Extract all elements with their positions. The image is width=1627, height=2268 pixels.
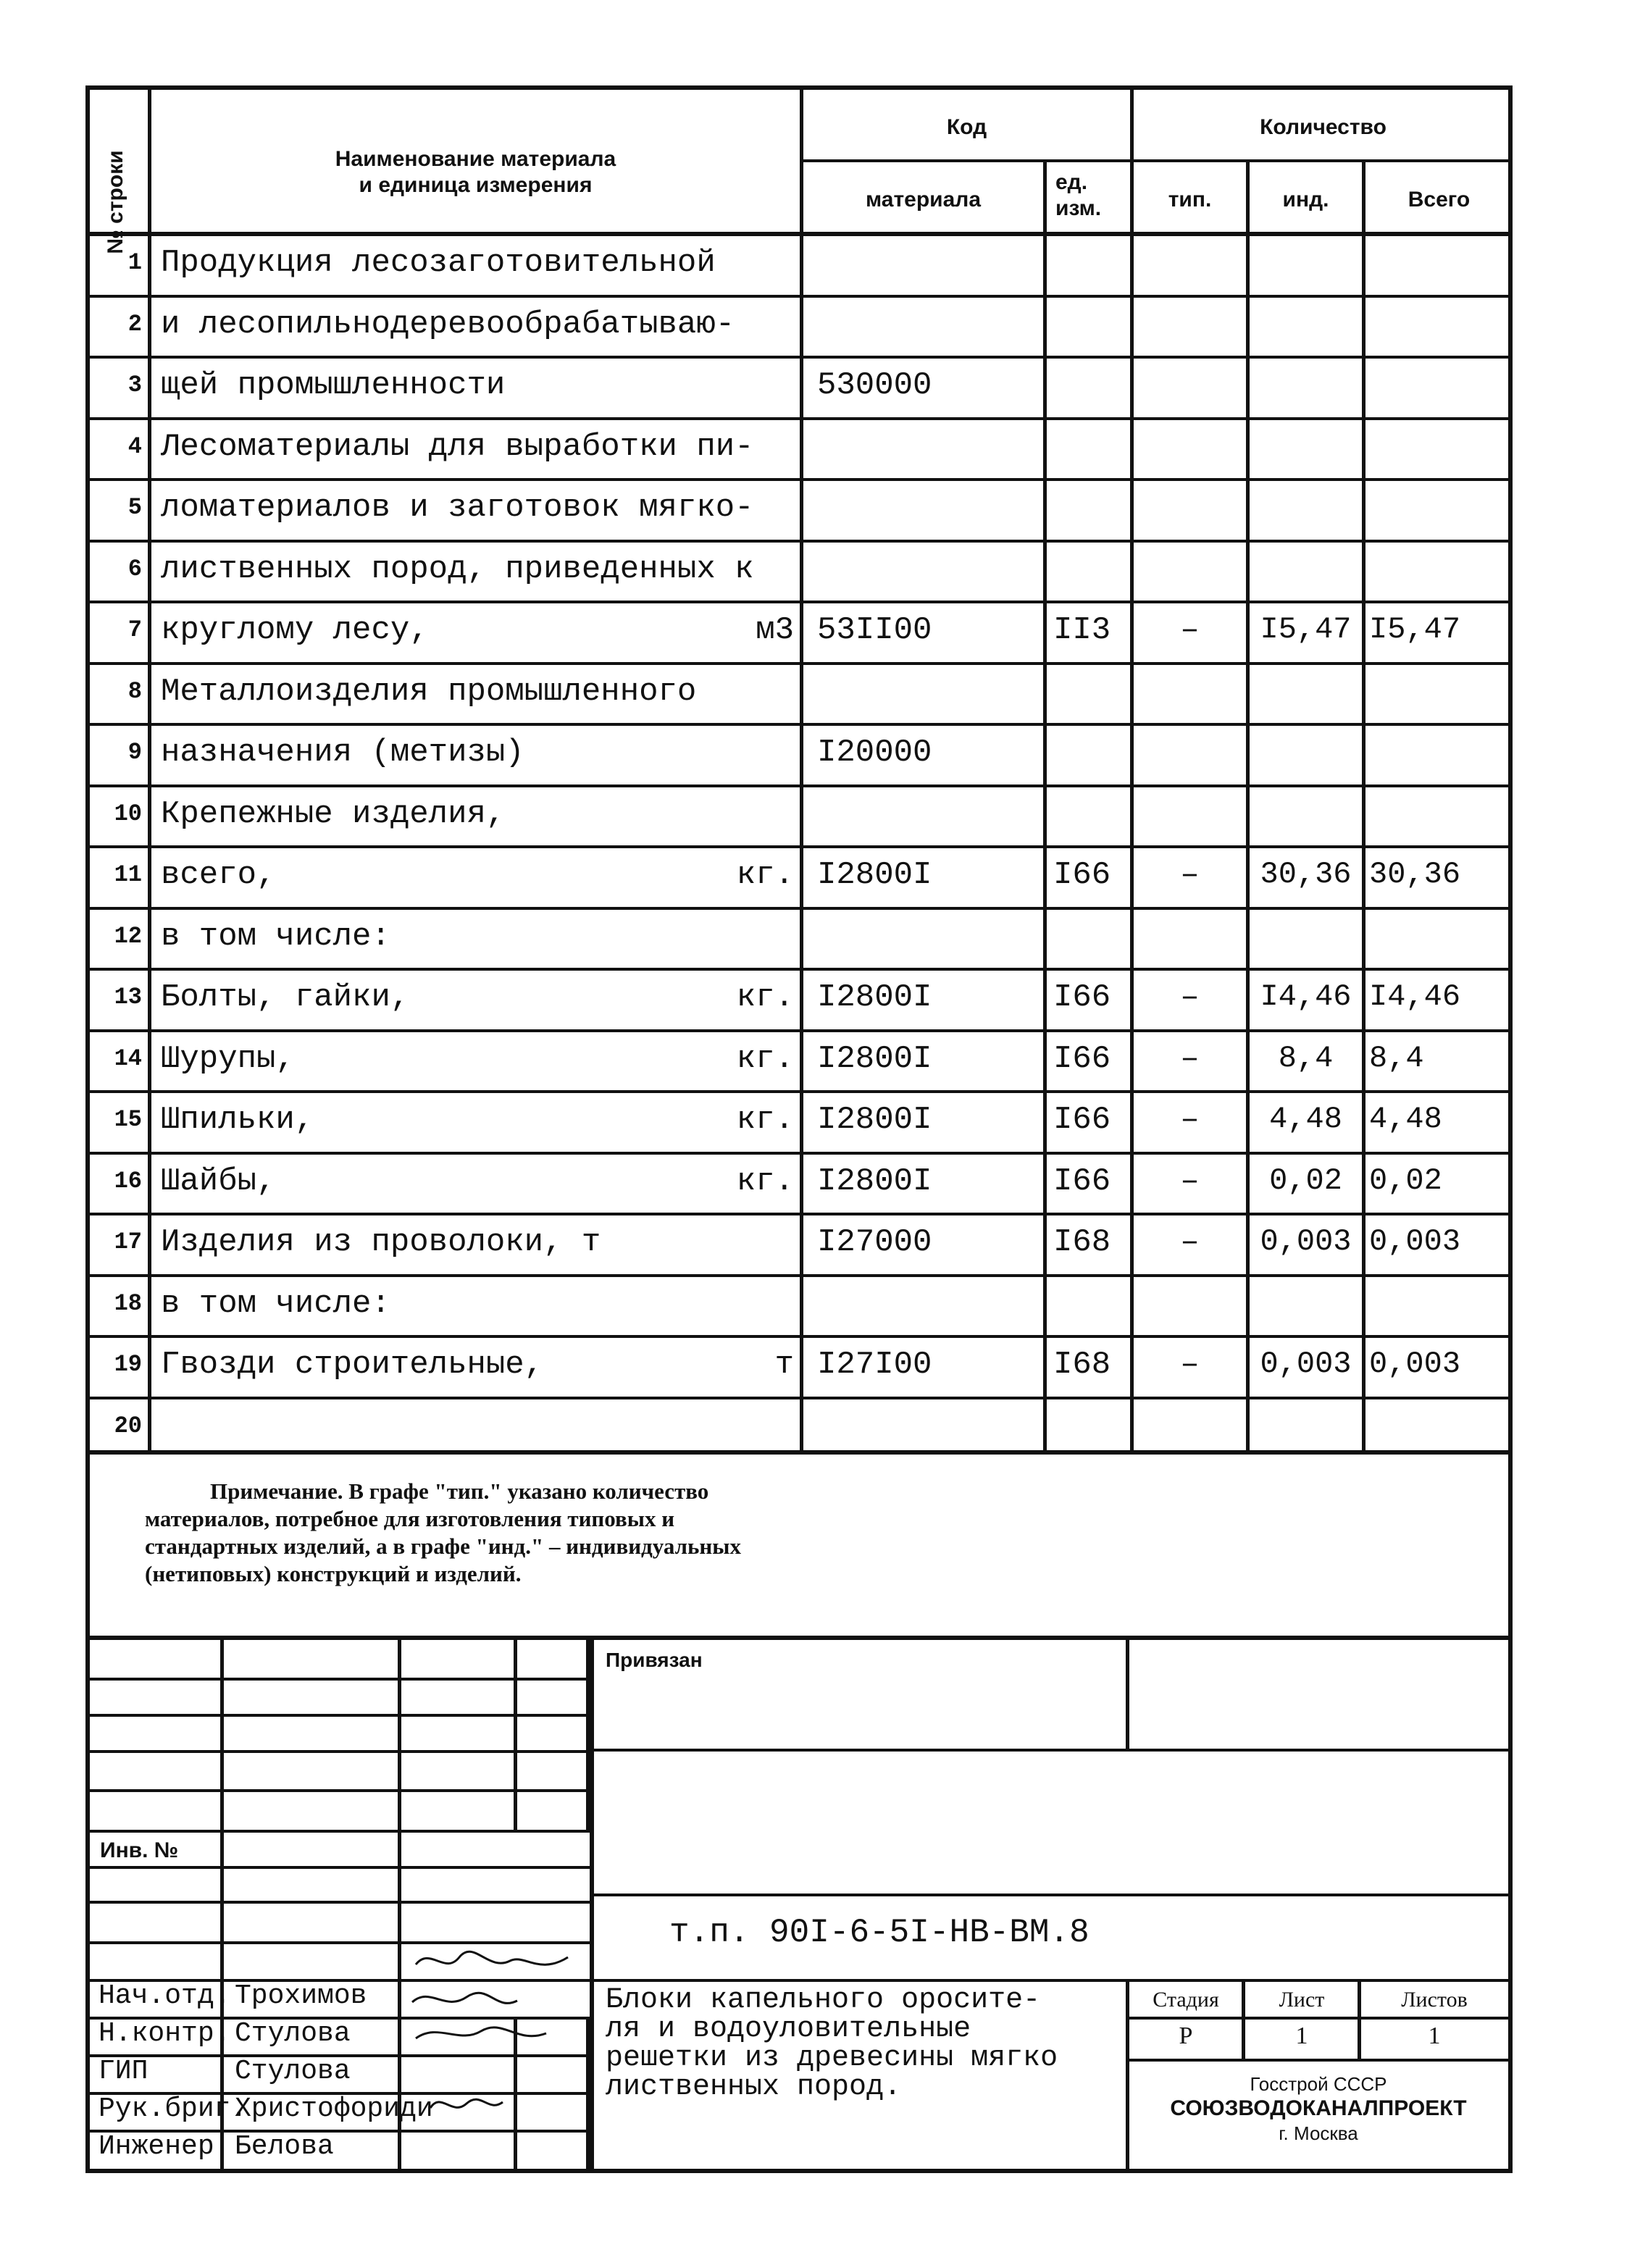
ind-quantity: I4,46 xyxy=(1260,979,1352,1014)
row-divider xyxy=(90,417,1508,420)
unit-code: I66 xyxy=(1053,979,1111,1016)
typ-quantity: – xyxy=(1180,1224,1200,1260)
document-code: т.п. 90I-6-5I-НВ-ВМ.8 xyxy=(669,1914,1089,1951)
material-code: I2800I xyxy=(817,1163,932,1200)
row-divider xyxy=(90,540,1508,543)
unit-label: кг. xyxy=(736,1163,794,1200)
material-name: Шпильки, xyxy=(161,1102,314,1138)
typ-quantity: – xyxy=(1180,612,1200,648)
total-quantity: I4,46 xyxy=(1369,979,1461,1014)
row-number: 6 xyxy=(127,555,142,582)
tb-divider xyxy=(220,1640,224,2169)
sheets-label: Листов xyxy=(1401,1988,1468,2012)
header-subline xyxy=(800,159,1508,162)
row-number: 3 xyxy=(127,372,142,398)
row-number: 5 xyxy=(127,494,142,521)
unit-label: м3 xyxy=(756,612,794,648)
typ-quantity: – xyxy=(1180,1347,1200,1383)
header-bottom xyxy=(90,232,1508,236)
row-divider xyxy=(90,1152,1508,1155)
stage-value: Р xyxy=(1179,2022,1193,2049)
total-quantity: I5,47 xyxy=(1369,612,1461,647)
material-code: I2800I xyxy=(817,979,932,1016)
unit-label: кг. xyxy=(736,979,794,1016)
material-name: Продукция лесозаготовительной xyxy=(161,245,716,281)
row-number: 16 xyxy=(114,1167,142,1194)
material-name: назначения (метизы) xyxy=(161,735,524,771)
code-group-header: Код xyxy=(946,115,987,139)
tb-divider xyxy=(1126,1640,1129,1749)
typ-header: тип. xyxy=(1168,188,1212,212)
ind-quantity: 0,02 xyxy=(1269,1163,1342,1198)
material-code-header: материала xyxy=(865,188,982,212)
material-code: 53II00 xyxy=(817,612,932,648)
note-frame xyxy=(85,1455,1513,1636)
material-name: ломатериалов и заготовок мягко- xyxy=(161,490,754,526)
materials-table xyxy=(85,85,1513,1455)
unit-code-header: ед. изм. xyxy=(1055,170,1102,220)
staff-role: Рук.бриг. xyxy=(99,2093,248,2125)
tb-row-line xyxy=(90,1901,590,1904)
material-code: 530000 xyxy=(817,367,932,403)
row-divider xyxy=(90,1274,1508,1277)
row-number: 14 xyxy=(114,1045,142,1072)
material-code: I2800I xyxy=(817,1102,932,1138)
material-code: I27I00 xyxy=(817,1347,932,1383)
row-divider xyxy=(90,1090,1508,1093)
material-name: Шурупы, xyxy=(161,1040,295,1077)
row-number: 4 xyxy=(127,432,142,460)
name-header: Наименование материала и единица измерения xyxy=(335,147,616,197)
material-name: Изделия из проволоки, т xyxy=(161,1224,601,1260)
unit-code: I66 xyxy=(1053,1163,1111,1200)
row-divider xyxy=(90,601,1508,603)
row-number: 12 xyxy=(114,922,142,950)
row-number: 10 xyxy=(114,800,142,827)
tb-row-line xyxy=(590,1979,1508,1982)
tb-row-line xyxy=(90,1789,590,1792)
row-divider xyxy=(90,1029,1508,1032)
document-title: Блоки капельного оросите- ля и водоуловительные решетки из древесины мягко лиственных пород. xyxy=(606,1984,1058,2104)
material-name: лиственных пород, приведенных к xyxy=(161,551,754,587)
row-divider xyxy=(90,1335,1508,1338)
row-divider xyxy=(90,907,1508,910)
material-name: Лесоматериалы для выработки пи- xyxy=(161,428,754,465)
tb-divider xyxy=(1126,1979,1129,2169)
material-name: Шайбы, xyxy=(161,1163,276,1200)
row-number: 2 xyxy=(127,310,142,338)
tb-row-line xyxy=(1126,2059,1508,2062)
staff-role: Н.контр. xyxy=(99,2018,231,2049)
unit-code: I66 xyxy=(1053,857,1111,893)
material-name: всего, xyxy=(161,857,276,893)
row-divider xyxy=(90,968,1508,971)
unit-label: т xyxy=(774,1347,794,1383)
row-number: 8 xyxy=(127,677,142,705)
material-name: Металлоизделия промышленного xyxy=(161,673,697,710)
row-divider xyxy=(90,662,1508,665)
stage-label: Стадия xyxy=(1153,1988,1219,2012)
typ-quantity: – xyxy=(1180,1102,1200,1138)
quantity-group-header: Количество xyxy=(1260,115,1386,139)
sheet-value: 1 xyxy=(1295,2022,1308,2049)
material-code: I20000 xyxy=(817,735,932,771)
staff-role: ГИП xyxy=(99,2056,149,2087)
organization-stamp: Госстрой СССР СОЮЗВОДОКАНАЛПРОЕКТ г. Москва xyxy=(1170,2073,1467,2144)
row-divider xyxy=(90,1397,1508,1399)
ind-quantity: I5,47 xyxy=(1260,612,1352,647)
row-divider xyxy=(90,784,1508,787)
row-divider xyxy=(90,478,1508,481)
material-name: и лесопильнодеревообрабатываю- xyxy=(161,306,735,343)
unit-code: I66 xyxy=(1053,1040,1111,1077)
footnote: Примечание. В графе "тип." указано количество материалов, потребное для изготовления типовых и стандартных изделий, а в графе "инд." – индивидуальных (нетиповых) конструкций и изделий. xyxy=(145,1478,741,1586)
tb-row-line xyxy=(590,1894,1508,1896)
tb-row-line xyxy=(90,1714,590,1717)
total-quantity: 4,48 xyxy=(1369,1102,1442,1137)
row-number: 7 xyxy=(127,616,142,643)
total-quantity: 30,36 xyxy=(1369,857,1461,892)
row-divider xyxy=(90,723,1508,726)
tb-row-line xyxy=(90,1750,590,1753)
ind-quantity: 8,4 xyxy=(1278,1040,1334,1076)
tb-row-line xyxy=(90,1678,590,1681)
tb-row-line xyxy=(1126,2017,1508,2020)
staff-role: Нач.отд. xyxy=(99,1980,231,2012)
row-number: 15 xyxy=(114,1106,142,1133)
staff-name: Трохимов xyxy=(235,1980,367,2012)
unit-label: кг. xyxy=(736,857,794,893)
row-number: 9 xyxy=(127,739,142,766)
total-quantity: 8,4 xyxy=(1369,1040,1424,1076)
signatures xyxy=(401,1943,582,2131)
tb-row-line xyxy=(90,1830,590,1833)
unit-code: II3 xyxy=(1053,612,1111,648)
material-name: щей промышленности xyxy=(161,367,506,403)
ind-header: инд. xyxy=(1282,188,1329,212)
material-name: Крепежные изделия, xyxy=(161,795,506,832)
staff-name: Христофориди xyxy=(235,2093,433,2125)
staff-role: Инженер xyxy=(99,2131,214,2162)
total-quantity: 0,003 xyxy=(1369,1224,1461,1259)
row-number: 11 xyxy=(114,861,142,888)
unit-label: кг. xyxy=(736,1102,794,1138)
material-name: круглому лесу, xyxy=(161,612,429,648)
tb-divider xyxy=(590,1640,594,2169)
row-number-header: № строки xyxy=(104,150,127,254)
ind-quantity: 4,48 xyxy=(1269,1102,1342,1137)
sheets-value: 1 xyxy=(1428,2022,1441,2049)
sheet-label: Лист xyxy=(1279,1988,1325,2012)
typ-quantity: – xyxy=(1180,857,1200,893)
row-divider xyxy=(90,295,1508,298)
material-code: I2800I xyxy=(817,1040,932,1077)
row-number: 1 xyxy=(127,249,142,276)
total-quantity: 0,003 xyxy=(1369,1347,1461,1381)
material-name: Болты, гайки, xyxy=(161,979,410,1016)
row-divider xyxy=(90,356,1508,359)
row-divider xyxy=(90,1213,1508,1215)
privyazan-label: Привязан xyxy=(606,1649,703,1671)
total-header: Всего xyxy=(1408,188,1471,212)
inventory-number-label: Инв. № xyxy=(100,1838,179,1862)
tb-row-line xyxy=(90,1866,590,1869)
row-number: 19 xyxy=(114,1351,142,1378)
tb-divider xyxy=(514,1640,517,1830)
row-number: 17 xyxy=(114,1229,142,1255)
staff-name: Белова xyxy=(235,2131,334,2162)
typ-quantity: – xyxy=(1180,1040,1200,1077)
ind-quantity: 0,003 xyxy=(1260,1224,1352,1259)
typ-quantity: – xyxy=(1180,1163,1200,1200)
typ-quantity: – xyxy=(1180,979,1200,1016)
tb-row-line xyxy=(590,1749,1508,1752)
row-divider xyxy=(90,845,1508,848)
title-block xyxy=(85,1636,1513,2173)
row-number: 18 xyxy=(114,1289,142,1317)
ind-quantity: 30,36 xyxy=(1260,857,1352,892)
unit-code: I68 xyxy=(1053,1347,1111,1383)
unit-code: I68 xyxy=(1053,1224,1111,1260)
staff-name: Стулова xyxy=(235,2056,351,2087)
ind-quantity: 0,003 xyxy=(1260,1347,1352,1381)
material-name: Гвозди строительные, xyxy=(161,1347,544,1383)
unit-label: кг. xyxy=(736,1040,794,1077)
material-name: в том числе: xyxy=(161,918,390,955)
staff-name: Стулова xyxy=(235,2018,351,2049)
total-quantity: 0,02 xyxy=(1369,1163,1442,1198)
material-code: I2800I xyxy=(817,857,932,893)
material-name: в том числе: xyxy=(161,1285,390,1322)
material-code: I27000 xyxy=(817,1224,932,1260)
unit-code: I66 xyxy=(1053,1102,1111,1138)
row-number: 20 xyxy=(114,1412,142,1439)
row-number: 13 xyxy=(114,984,142,1010)
